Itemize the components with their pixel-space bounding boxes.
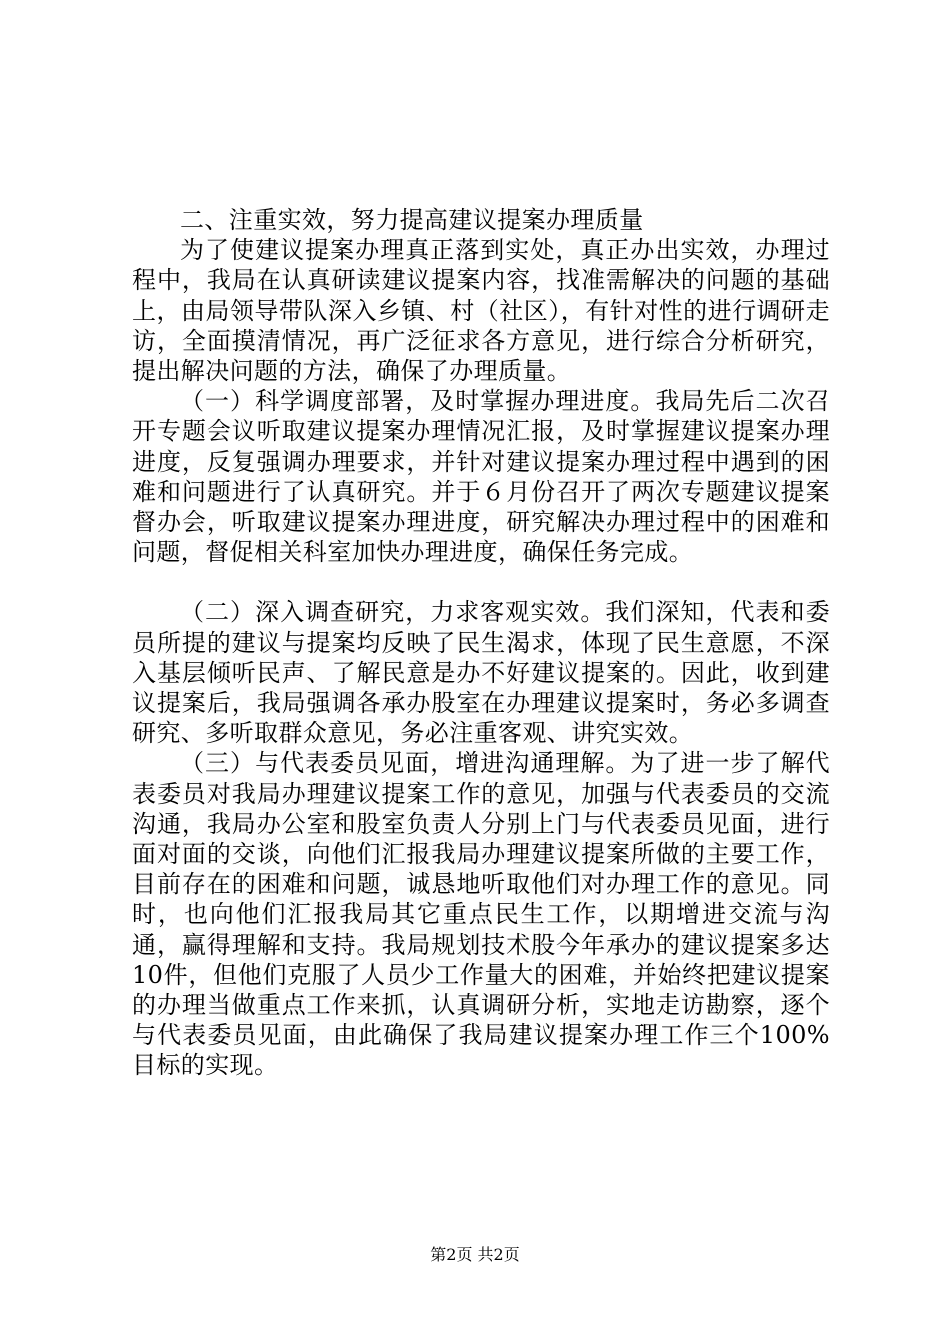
section-heading: 二、注重实效，努力提高建议提案办理质量 (180, 206, 644, 234)
paragraph-intro: 为了使建议提案办理真正落到实处，真正办出实效，办理过程中，我局在认真研读建议提案内容，找准需解决的问题的基础上，由局领导带队深入乡镇、村（社区），有针对性的进行调研走访，全面摸清情况，再广泛征求各方意见，进行综合分析研究，提出解决问题的方法，确保了办理质量。 (132, 236, 830, 386)
paragraph-item-2: （二）深入调查研究，力求客观实效。我们深知，代表和委员所提的建议与提案均反映了民生渴求，体现了民生意愿，不深入基层倾听民声、了解民意是办不好建议提案的。因此，收到建议提案后，我局强调各承办股室在办理建议提案时，务必多调查研究、多听取群众意见，务必注重客观、讲究实效。 (132, 598, 830, 748)
document-body (132, 205, 830, 1081)
paragraph-item-3: （三）与代表委员见面，增进沟通理解。为了进一步了解代表委员对我局办理建议提案工作的意见，加强与代表委员的交流沟通，我局办公室和股室负责人分别上门与代表委员见面，进行面对面的交谈，向他们汇报我局办理建议提案所做的主要工作，目前存在的困难和问题，诚恳地听取他们对办理工作的意见。同时，也向他们汇报我局其它重点民生工作，以期增进交流与沟通，赢得理解和支持。我局规划技术股今年承办的建议提案多达10件，但他们克服了人员少工作量大的困难，并始终把建议提案的办理当做重点工作来抓，认真调研分析，实地走访勘察，逐个与代表委员见面，由此确保了我局建议提案办理工作三个100%目标的实现。 (132, 749, 830, 1080)
paragraph-item-1: （一）科学调度部署，及时掌握办理进度。我局先后二次召开专题会议听取建议提案办理情况汇报，及时掌握建议提案办理进度，反复强调办理要求，并针对建议提案办理过程中遇到的困难和问题进行了认真研究。并于６月份召开了两次专题建议提案督办会，听取建议提案办理进度，研究解决办理过程中的困难和问题，督促相关科室加快办理进度，确保任务完成。 (132, 387, 830, 567)
page-footer: 第2页 共2页 (430, 1245, 520, 1264)
